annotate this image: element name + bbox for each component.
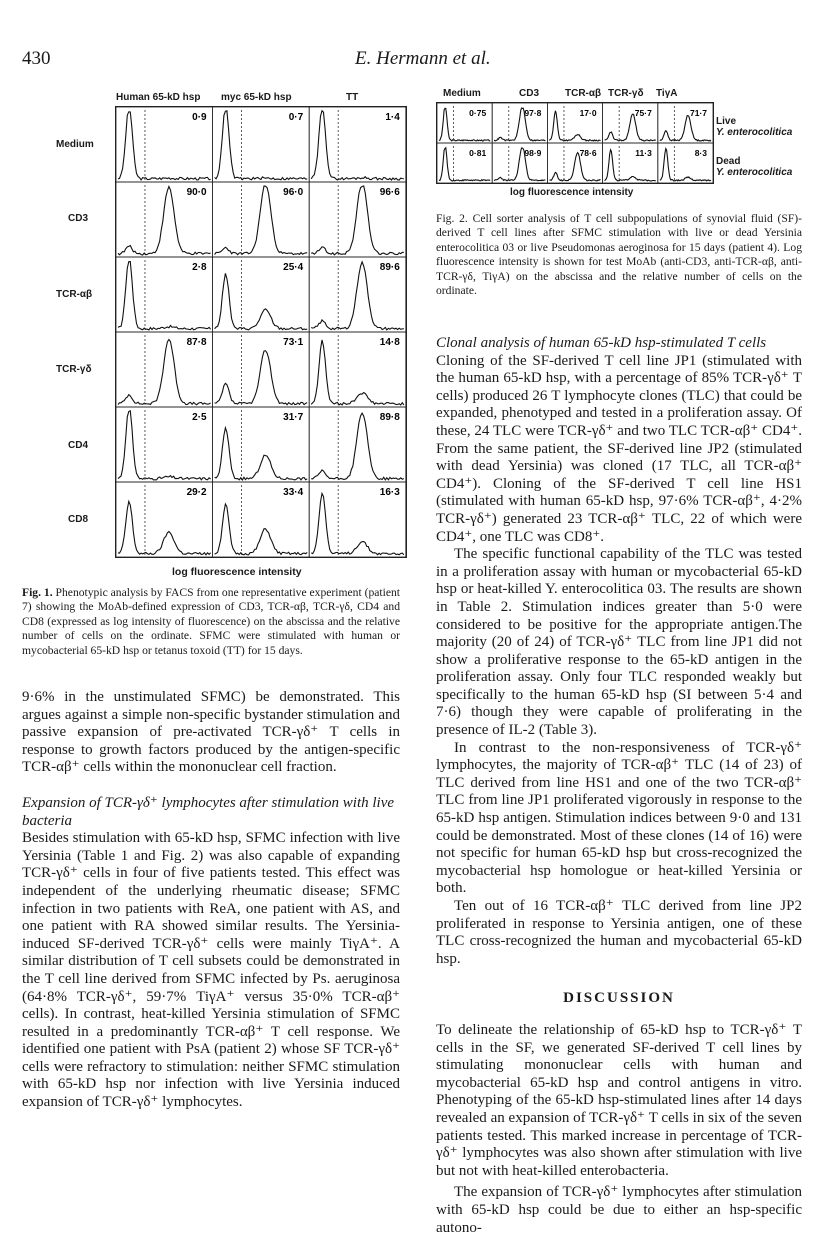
fig1-percent-label: 89·8 [379,412,400,423]
fig2-percent-label: 97·8 [524,108,542,118]
fig2-percent-label: 0·75 [469,108,487,118]
running-head: E. Hermann et al. [355,48,491,69]
fig2-percent-label: 8·3 [694,148,707,158]
fig1-row-label-tcr-ab: TCR-αβ [56,289,93,300]
fig2-percent-label: 98·9 [524,148,542,158]
section-heading-live-bacteria: Expansion of TCR-γδ⁺ lymphocytes after stimulation with live bacteria [22,794,395,829]
discussion-heading: DISCUSSION [563,990,675,1007]
fig1-histogram-trace [215,504,308,555]
fig1-histogram-trace [215,428,308,480]
fig1-percent-label: 1·4 [385,112,400,123]
left-paragraph-2: Besides stimulation with 65-kD hsp, SFMC infection with live Yersinia (Table 1 and Fig. 2) was also capable of expanding TCR-γδ⁺ cells in four of five patients tested. This effect was independent of the underlying rheumatic disease; SFMC infection in two patients with ReA, one patient with AS, and one patient with RA showed similar results. The Yersinia-induced SF-derived TCR-γδ⁺ cells were mainly TiγA⁺. A similar distribution of T cell subsets could be demonstrated in the T cell line derived from SFMC infected by Ps. aeruginosa (64·8% TCR-γδ⁺, 59·7% TiγA⁺ versus 35·0% TCR-αβ⁺ cells). In contrast, heat-killed Yersinia stimulation of SFMC resulted in a predominantly TCR-αβ⁺ T cell response. We identified one patient with PsA (patient 2) whose SF TCR-γδ⁺ cells were refractory to stimulation: neither SFMC stimulation with 65-kD hsp nor infection with live Yersinia induced expansion of TCR-γδ⁺ lymphocytes. [22,830,400,1111]
fig2-percent-label: 71·7 [689,108,707,118]
fig1-histogram-trace [215,273,308,330]
right-paragraph-3: In contrast to the non-responsiveness of TCR-γδ⁺ lymphocytes, the majority of TCR-αβ⁺ TLC (14 of 23) of TLC derived from line HS1 and one of the two TCR-αβ⁺ TLC from line JP1 proliferated vigorously in response to the 65-kD hsp antigen. Stimulation indices between 9·0 and 131 could be demonstrated. Most of these clones (14 of 16) were not specific for human 65-kD hsp but cross-recognized the mycobacterial hsp homologue or heat-killed Yersinia or both. [436,739,802,897]
fig2-live-sublabel: Y. enterocolitica [716,127,793,138]
fig1-percent-label: 25·4 [283,262,304,273]
right-column [436,335,802,1237]
fig1-percent-label: 0·7 [288,112,304,123]
right-paragraph-1: Cloning of the SF-derived T cell line JP1 (stimulated with the human 65-kD hsp, with a percentage of 85% TCR-γδ⁺ T cells) produced 26 T lymphocyte clones (TLC) that could be expanded, phenotyped and tested in a proliferation assay. Of these, 24 TLC were TCR-γδ⁺ and two TLC TCR-αβ⁺ CD4⁺. From the same patient, the SF-derived line JP2 (stimulated with dead Yersinia) was cloned (17 TLC, all TCR-αβ⁺ CD4⁺). Cloning of the SF-derived T cell line HS1 (stimulated with human 65-kD hsp, 97·6% TCR-αβ⁺, 4·2% TCR-γδ⁺) generated 23 TCR-αβ⁺ TLC, 22 of which were CD4⁺, one TLC was CD8⁺. [436,352,802,545]
fig1-row-label-cd8: CD8 [68,514,89,525]
fig2-col-header-tcr-gd: TCR-γδ [608,88,644,99]
fig2-col-header-tcr-ab: TCR-αβ [565,88,602,99]
fig1-percent-label: 96·6 [379,187,400,198]
fig1-histogram-grid [115,106,407,558]
fig1-percent-label: 2·8 [192,262,207,273]
fig1-percent-label: 89·6 [379,262,400,273]
fig2-dead-label: Dead [716,156,741,167]
fig2-percent-label: 11·3 [635,148,652,158]
right-paragraph-5: To delineate the relationship of 65-kD hsp to TCR-γδ⁺ T cells in the SF, we generated SF-derived T cell lines by stimulating mononuclear cells with human and mycobacterial 65-kD hsp and control antigens in vitro. Phenotyping of the 65-kD hsp-stimulated lines after 14 days revealed an expansion of TCR-γδ⁺ T cells in six of the seven patients tested. This marked increase in percentage of TCR-γδ⁺ lymphocytes was also shown after stimulation with live but not with heat-killed enterobacteria. [436,1021,802,1179]
right-paragraph-4: Ten out of 16 TCR-αβ⁺ TLC derived from line JP2 proliferated in response to Yersinia antigen, one of these TLC cross-recognized the human and mycobacterial 65-kD hsp. [436,898,802,967]
right-paragraph-6: The expansion of TCR-γδ⁺ lymphocytes after stimulation with 65-kD hsp could be due to either an hsp-specific autono- [436,1184,802,1236]
section-heading-clonal-analysis: Clonal analysis of human 65-kD hsp-stimulated T cells [436,335,767,351]
fig2-caption [436,212,802,298]
fig2-caption-label: Fig. 2. [436,212,468,225]
fig2-col-header-tiga: TiγA [656,88,678,99]
fig2-live-label: Live [716,116,737,127]
fig2-col-header-cd3: CD3 [519,88,540,99]
fig2-row-label-live [716,116,792,138]
fig1-col-header-myc: myc 65-kD hsp [221,92,292,103]
fig2-percent-label: 0·81 [469,148,487,158]
fig1-col-header-human: Human 65-kD hsp [116,92,201,103]
fig2-row-label-dead [716,156,792,178]
fig1-percent-label: 16·3 [379,487,400,498]
fig2-dead-sublabel: Y. enterocolitica [716,167,793,178]
page-number: 430 [22,48,51,69]
fig2-col-header-medium: Medium [443,88,481,99]
fig1-svg [116,107,406,557]
fig1-xaxis-label: log fluorescence intensity [172,566,302,578]
fig1-histogram-trace [311,340,404,405]
fig1-histogram-trace [215,351,308,405]
left-paragraph-1: 9·6% in the unstimulated SFMC) be demonstrated. This argues against a simple non-specific bystander stimulation and passive expansion of pre-activated TCR-γδ⁺ T cells in response to growth factors produced by the antigen-specific TCR-αβ⁺ cells within the mononuclear cell fraction. [22,689,400,776]
fig2-svg [437,103,713,183]
fig1-histogram-trace [311,494,404,555]
fig2-histogram-trace [660,116,711,141]
fig1-histogram-trace [118,340,211,405]
fig2-percent-label: 75·7 [634,108,652,118]
fig2-percent-label: 78·6 [579,148,597,158]
fig1-row-label-cd3: CD3 [68,213,89,224]
fig2-histogram-trace [605,114,656,141]
figure-1 [0,0,420,580]
fig1-caption [22,586,400,658]
fig2-xaxis-label: log fluorescence intensity [510,187,634,198]
right-paragraph-2: The specific functional capability of the TLC was tested in a proliferation assay with human or mycobacterial 65-kD hsp or heat-killed Y. enterocolitica 03. The results are shown in Table 2. Stimulation indices greater than 5·0 were considered to be positive for the appropriate antigen.The majority (20 of 24) of TCR-γδ⁺ TLC from line JP1 did not show a proliferative response to the 65-kD antigen in the proliferation assay. Only four TLC responded weakly but specifically to the human 65-kD hsp (SI between 5·4 and 7·6) though they were capable of proliferating in the presence of IL-2 (Table 3). [436,546,802,739]
fig1-percent-label: 33·4 [283,487,304,498]
fig1-percent-label: 14·8 [379,337,400,348]
fig1-row-label-tcr-gd: TCR-γδ [56,364,92,375]
fig1-percent-label: 87·8 [186,337,207,348]
fig2-histogram-grid [436,102,714,184]
fig1-caption-text: Phenotypic analysis by FACS from one representative experiment (patient 7) showing the MoAb-defined expression of CD3, TCR-αβ, TCR-γδ, CD4 and CD8 (expressed as log intensity of fluorescence) on the abscissa and the relative number of cells on the ordinate. SFMC were stimulated with human or mycobacterial 65-kD hsp or tetanus toxoid (TT) for 15 days. [22,586,401,657]
fig1-percent-label: 2·5 [192,412,207,423]
fig2-percent-label: 17·0 [579,108,597,118]
fig1-col-header-tt: TT [346,92,359,103]
fig1-histogram-trace [311,413,404,480]
fig1-percent-label: 73·1 [283,337,304,348]
figure-2 [420,80,810,205]
fig2-caption-text: Cell sorter analysis of T cell subpopulations of synovial fluid (SF)-derived T cell lines after SFMC stimulation with live or dead Yersinia enterocolitica 03 or live Pseudomonas aeroginosa for 15 days (patient 4). Log fluorescence intensity is shown for test MoAb (anti-CD3, anti-TCR-αβ, anti-TCR-γδ, TiγA) on the abscissa and the relative number of cells on the ordinate. [436,212,802,298]
fig1-caption-label: Fig. 1. [22,586,53,599]
fig1-percent-label: 0·9 [192,112,207,123]
fig1-percent-label: 29·2 [186,487,207,498]
fig1-percent-label: 96·0 [283,187,304,198]
fig1-percent-label: 31·7 [283,412,304,423]
fig1-histogram-trace [118,501,211,554]
fig1-row-label-cd4: CD4 [68,440,89,451]
fig1-row-label-medium: Medium [56,139,94,150]
left-column [22,689,400,1112]
fig1-percent-label: 90·0 [186,187,207,198]
